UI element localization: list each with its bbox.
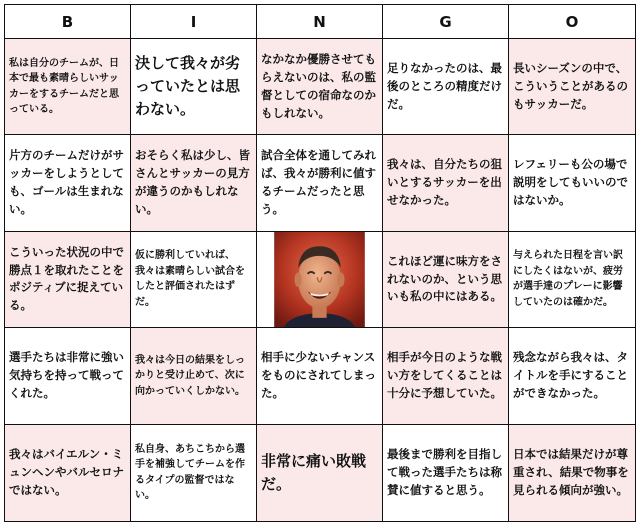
cell-text: 試合全体を通してみれば、我々が勝利に値するチームだったと思う。 [261, 148, 376, 216]
header-g: G [383, 5, 509, 39]
bingo-cell-r2-c4[interactable] [383, 135, 509, 231]
bingo-cell-r4-c1[interactable] [5, 328, 131, 424]
bingo-cell-r1-c1[interactable] [5, 39, 131, 135]
cell-text: 相手に少ないチャンスをものにされてしまった。 [261, 350, 376, 400]
bingo-cell-r2-c3[interactable] [257, 135, 383, 231]
cell-text: 我々は今日の結果をしっかりと受け止めて、次に向かっていくしかない。 [135, 354, 245, 397]
cell-text: なかなか優勝させてもらえないのは、私の監督としての宿命なのかもしれない。 [261, 52, 376, 120]
bingo-cell-r4-c3[interactable] [257, 328, 383, 424]
bingo-cell-r1-c4[interactable] [383, 39, 509, 135]
cell-text: 我々はバイエルン・ミュンヘンやバルセロナではない。 [9, 447, 124, 497]
bingo-cell-r4-c4[interactable] [383, 328, 509, 424]
bingo-cell-r1-c2[interactable] [131, 39, 257, 135]
bingo-cell-r3-c1[interactable] [5, 232, 131, 328]
bingo-cell-r4-c5[interactable] [509, 328, 635, 424]
bingo-cell-r5-c4[interactable] [383, 425, 509, 521]
cell-text: 残念ながら我々は、タイトルを手にすることができなかった。 [513, 350, 628, 400]
cell-text: 選手たちは非常に強い気持ちを持って戦ってくれた。 [9, 350, 124, 400]
cell-text: 片方のチームだけがサッカーをしようとしても、ゴールは生まれない。 [9, 148, 124, 216]
smiling-man-photo-icon [257, 232, 382, 327]
cell-text: 私は自分のチームが、日本で最も素晴らしいサッカーをするチームだと思っている。 [9, 57, 119, 116]
bingo-cell-r2-c1[interactable] [5, 135, 131, 231]
bingo-cell-r4-c2[interactable] [131, 328, 257, 424]
bingo-free-space[interactable] [257, 232, 383, 328]
cell-text: 非常に痛い敗戦だ。 [261, 451, 367, 493]
bingo-cell-r2-c5[interactable] [509, 135, 635, 231]
header-n: N [257, 5, 383, 39]
cell-text: 足りなかったのは、最後のところの精度だけだ。 [387, 60, 502, 111]
cell-text: 我々は、自分たちの狙いとするサッカーを出せなかった。 [387, 157, 502, 207]
cell-text: おそらく私は少し、皆さんとサッカーの見方が違うのかもしれない。 [135, 148, 250, 216]
header-o: O [509, 5, 635, 39]
cell-text: レフェリーも公の場で説明をしてもいいのではないか。 [513, 157, 628, 207]
bingo-cell-r5-c5[interactable] [509, 425, 635, 521]
bingo-cell-r3-c4[interactable] [383, 232, 509, 328]
bingo-cell-r2-c2[interactable] [131, 135, 257, 231]
bingo-cell-r3-c5[interactable] [509, 232, 635, 328]
cell-text: 決して我々が劣っていたとは思わない。 [135, 53, 241, 119]
cell-text: 長いシーズンの中で、こういうことがあるのもサッカーだ。 [513, 60, 628, 111]
bingo-cell-r1-c3[interactable] [257, 39, 383, 135]
bingo-cell-r5-c2[interactable] [131, 425, 257, 521]
cell-text: 相手が今日のような戦い方をしてくることは十分に予想していた。 [387, 350, 502, 400]
header-b: B [5, 5, 131, 39]
cell-text: 与えられた日程を言い訳にしたくはないが、疲労が選手達のプレーに影響していたのは確かだ。 [513, 250, 623, 308]
bingo-cell-r3-c2[interactable] [131, 232, 257, 328]
bingo-cell-r1-c5[interactable] [509, 39, 635, 135]
cell-text: 私自身、あちこちから選手を補強してチームを作るタイプの監督ではない。 [135, 443, 245, 502]
header-i: I [131, 5, 257, 39]
cell-text: 日本では結果だけが尊重され、結果で物事を見られる傾向が強い。 [513, 447, 629, 497]
bingo-cell-r5-c3[interactable] [257, 425, 383, 521]
cell-text: 仮に勝利していれば、我々は素晴らしい試合をしたと評価されたはずだ。 [135, 250, 245, 308]
cell-text: こういった状況の中で勝点１を取れたことをポジティブに捉えている。 [9, 244, 124, 313]
bingo-board [4, 4, 636, 522]
bingo-cell-r5-c1[interactable] [5, 425, 131, 521]
cell-text: これほど運に味方をされないのか、という思いも私の中にはある。 [387, 253, 502, 304]
cell-text: 最後まで勝利を目指して戦った選手たちは称賛に値すると思う。 [387, 447, 502, 497]
